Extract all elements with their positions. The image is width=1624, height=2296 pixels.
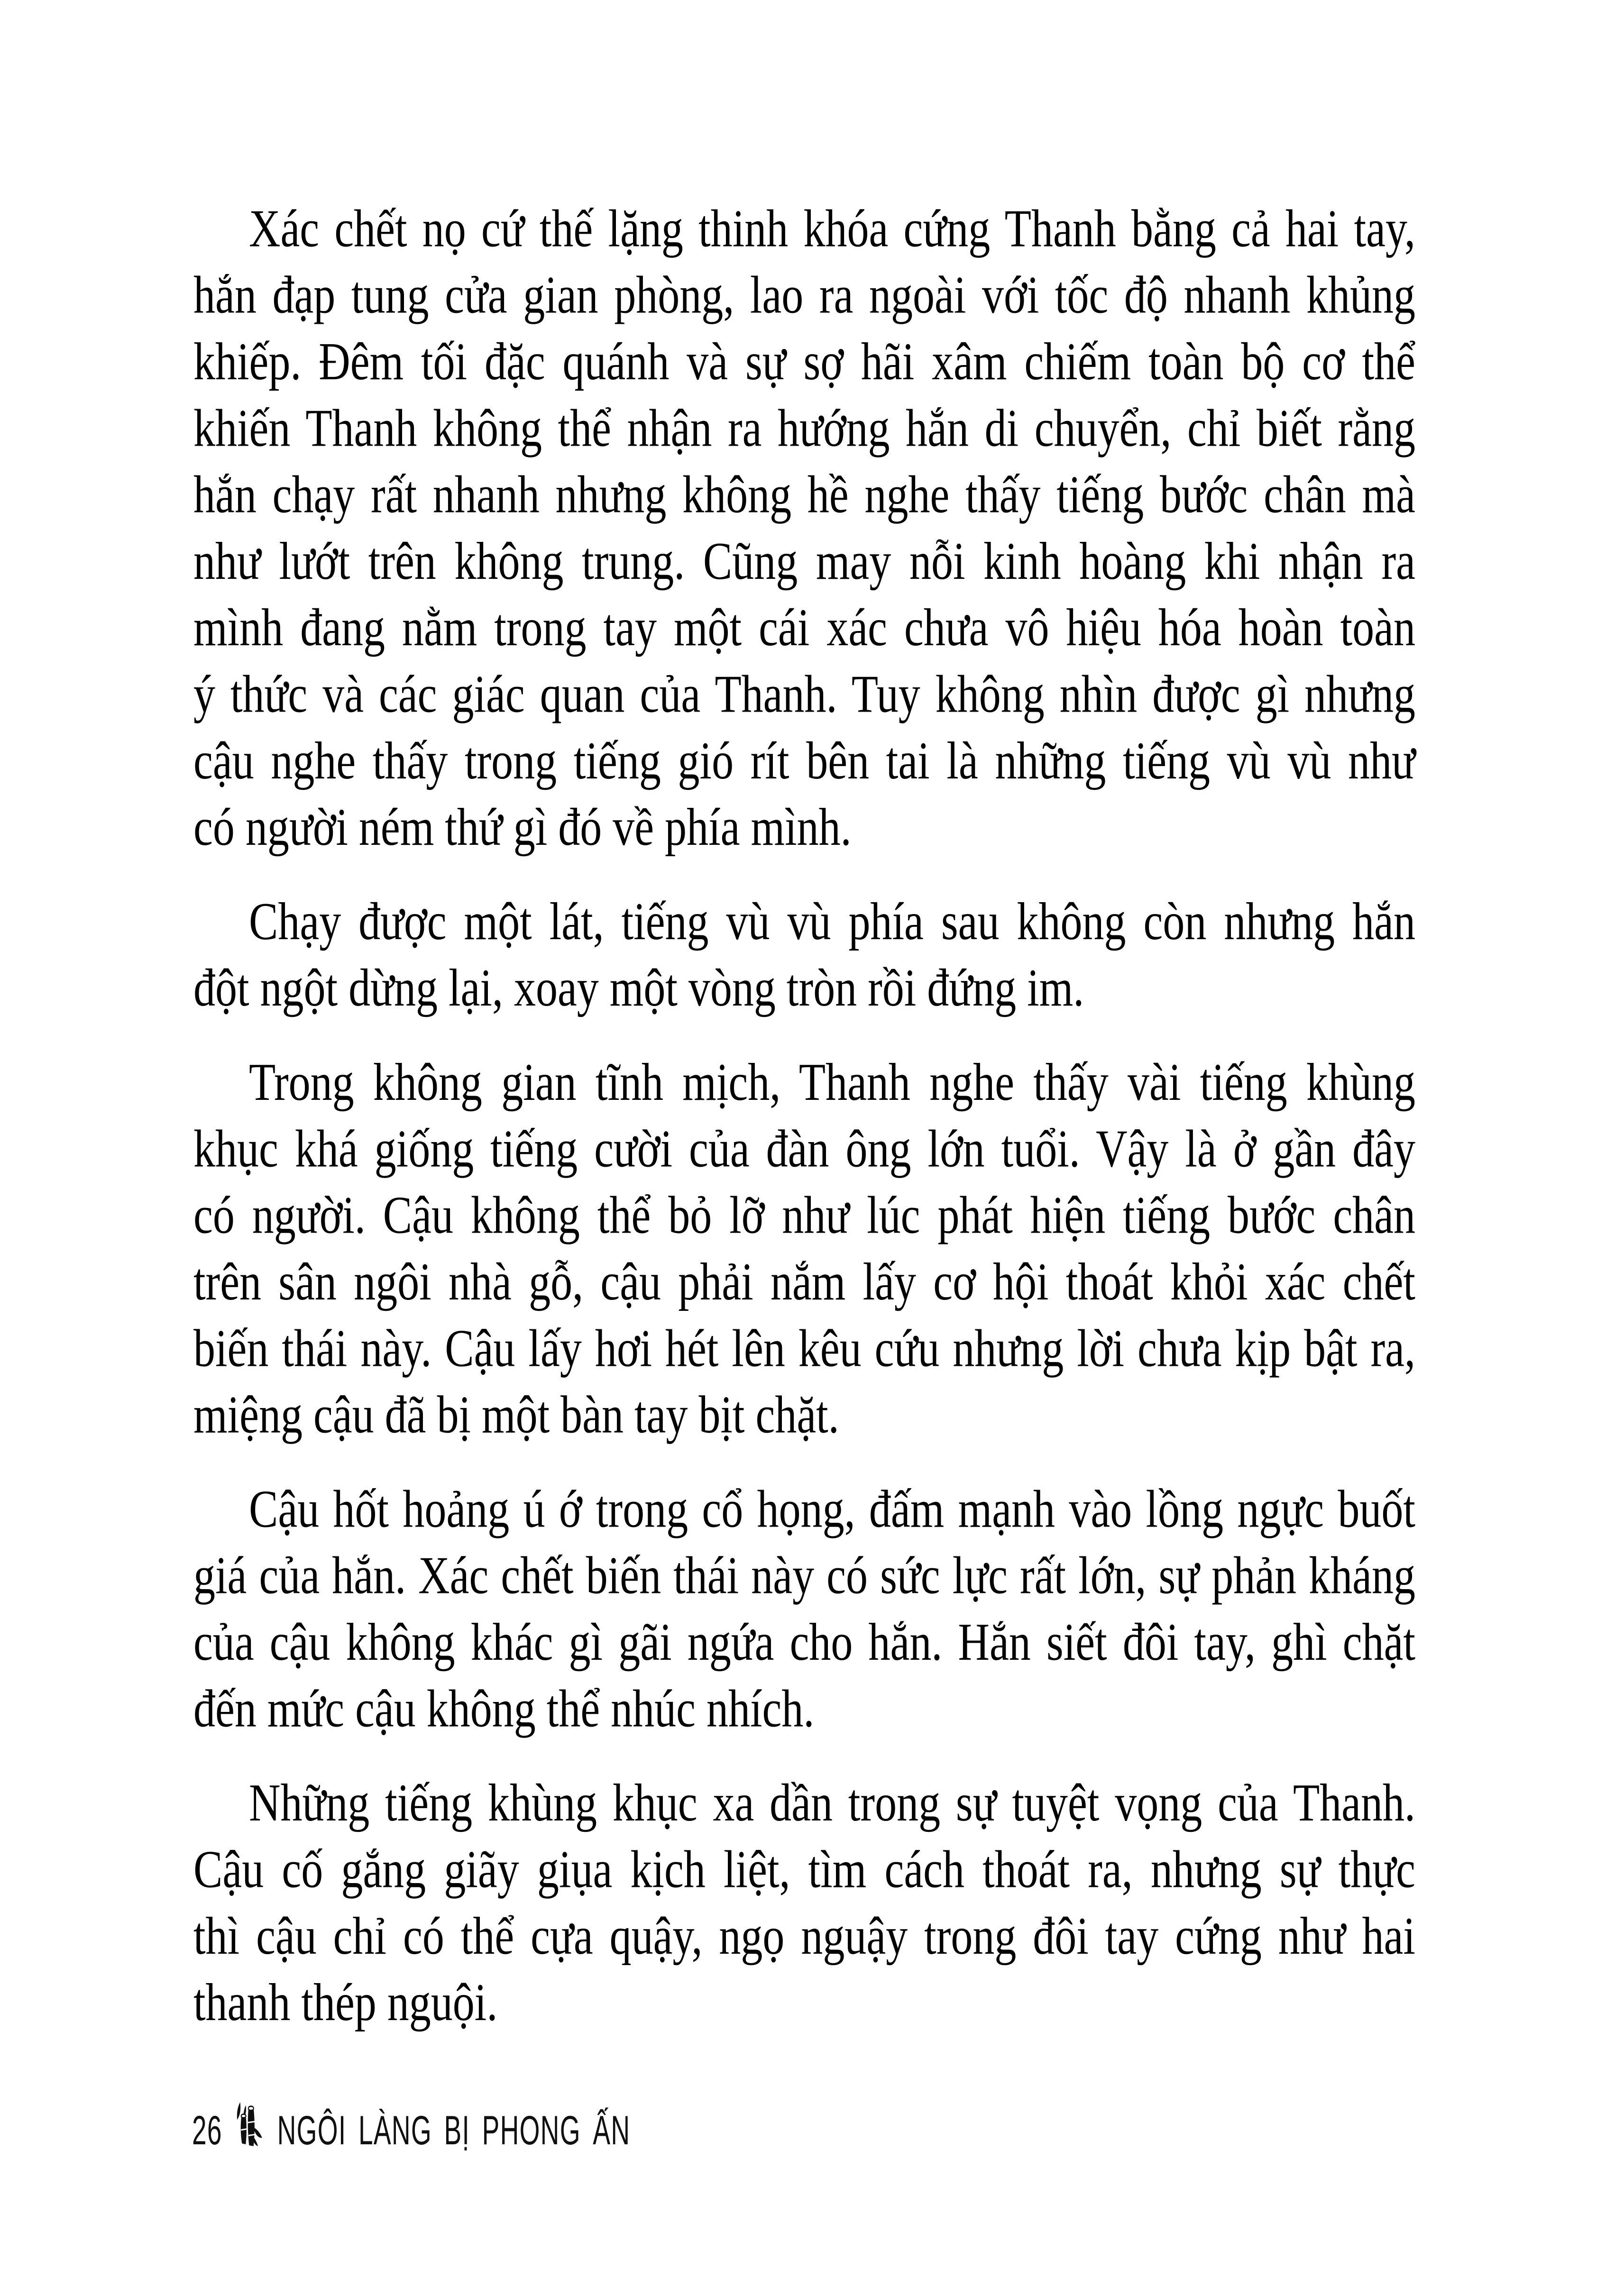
book-title: NGÔI LÀNG BỊ PHONG ẤN: [277, 2108, 631, 2154]
text-line: Cậu cố gắng giãy giụa kịch liệt, tìm cách thoát ra, nhưng sự thực: [193, 1839, 1415, 1899]
bamboo-sprig-icon: [232, 2101, 262, 2147]
text-line: hắn chạy rất nhanh nhưng không hề nghe thấy tiếng bước chân mà: [193, 465, 1415, 524]
page-text: [193, 195, 1415, 2036]
text-line: Trong không gian tĩnh mịch, Thanh nghe thấy vài tiếng khùng: [249, 1052, 1415, 1112]
paragraph: [193, 1476, 1415, 1742]
text-line: như lướt trên không trung. Cũng may nỗi kinh hoàng khi nhận ra: [193, 531, 1415, 591]
text-line: khục khá giống tiếng cười của đàn ông lớn tuổi. Vậy là ở gần đây: [193, 1119, 1415, 1178]
text-line: khiếp. Đêm tối đặc quánh và sự sợ hãi xâm chiếm toàn bộ cơ thể: [193, 331, 1415, 391]
text-line: Xác chết nọ cứ thế lặng thinh khóa cứng Thanh bằng cả hai tay,: [249, 199, 1415, 258]
text-line: khiến Thanh không thể nhận ra hướng hắn di chuyển, chỉ biết rằng: [193, 398, 1415, 457]
text-line: ý thức và các giác quan của Thanh. Tuy không nhìn được gì nhưng: [193, 664, 1415, 723]
text-line: đột ngột dừng lại, xoay một vòng tròn rồi đứng im.: [193, 958, 1084, 1017]
text-line: thanh thép nguội.: [193, 1973, 498, 2032]
text-line: biến thái này. Cậu lấy hơi hét lên kêu cứu nhưng lời chưa kịp bật ra,: [193, 1318, 1415, 1378]
text-line: Những tiếng khùng khục xa dần trong sự tuyệt vọng của Thanh.: [249, 1773, 1415, 1832]
paragraph: [193, 888, 1415, 1022]
text-line: mình đang nằm trong tay một cái xác chưa vô hiệu hóa hoàn toàn: [193, 598, 1415, 657]
text-line: cậu nghe thấy trong tiếng gió rít bên tai là những tiếng vù vù như: [193, 731, 1415, 790]
text-line: Chạy được một lát, tiếng vù vù phía sau không còn nhưng hắn: [249, 891, 1415, 951]
paragraph: [193, 1770, 1415, 2036]
text-line: hắn đạp tung cửa gian phòng, lao ra ngoài với tốc độ nhanh khủng: [193, 265, 1415, 325]
text-line: Cậu hốt hoảng ú ớ trong cổ họng, đấm mạnh vào lồng ngực buốt: [249, 1479, 1415, 1538]
text-line: có người. Cậu không thể bỏ lỡ như lúc phát hiện tiếng bước chân: [193, 1185, 1415, 1245]
text-line: của cậu không khác gì gãi ngứa cho hắn. Hắn siết đôi tay, ghì chặt: [193, 1612, 1415, 1672]
text-line: giá của hắn. Xác chết biến thái này có sức lực rất lớn, sự phản kháng: [193, 1546, 1415, 1605]
text-line: có người ném thứ gì đó về phía mình.: [193, 797, 852, 857]
page-footer: [192, 2100, 630, 2154]
text-line: miệng cậu đã bị một bàn tay bịt chặt.: [193, 1385, 839, 1444]
text-line: đến mức cậu không thể nhúc nhích.: [193, 1679, 815, 1738]
page-number: 26: [192, 2108, 222, 2154]
text-line: trên sân ngôi nhà gỗ, cậu phải nắm lấy cơ hội thoát khỏi xác chết: [193, 1252, 1415, 1311]
paragraph: [193, 1049, 1415, 1448]
text-line: thì cậu chỉ có thể cựa quậy, ngọ nguậy trong đôi tay cứng như hai: [193, 1906, 1415, 1966]
paragraph: [193, 195, 1415, 860]
